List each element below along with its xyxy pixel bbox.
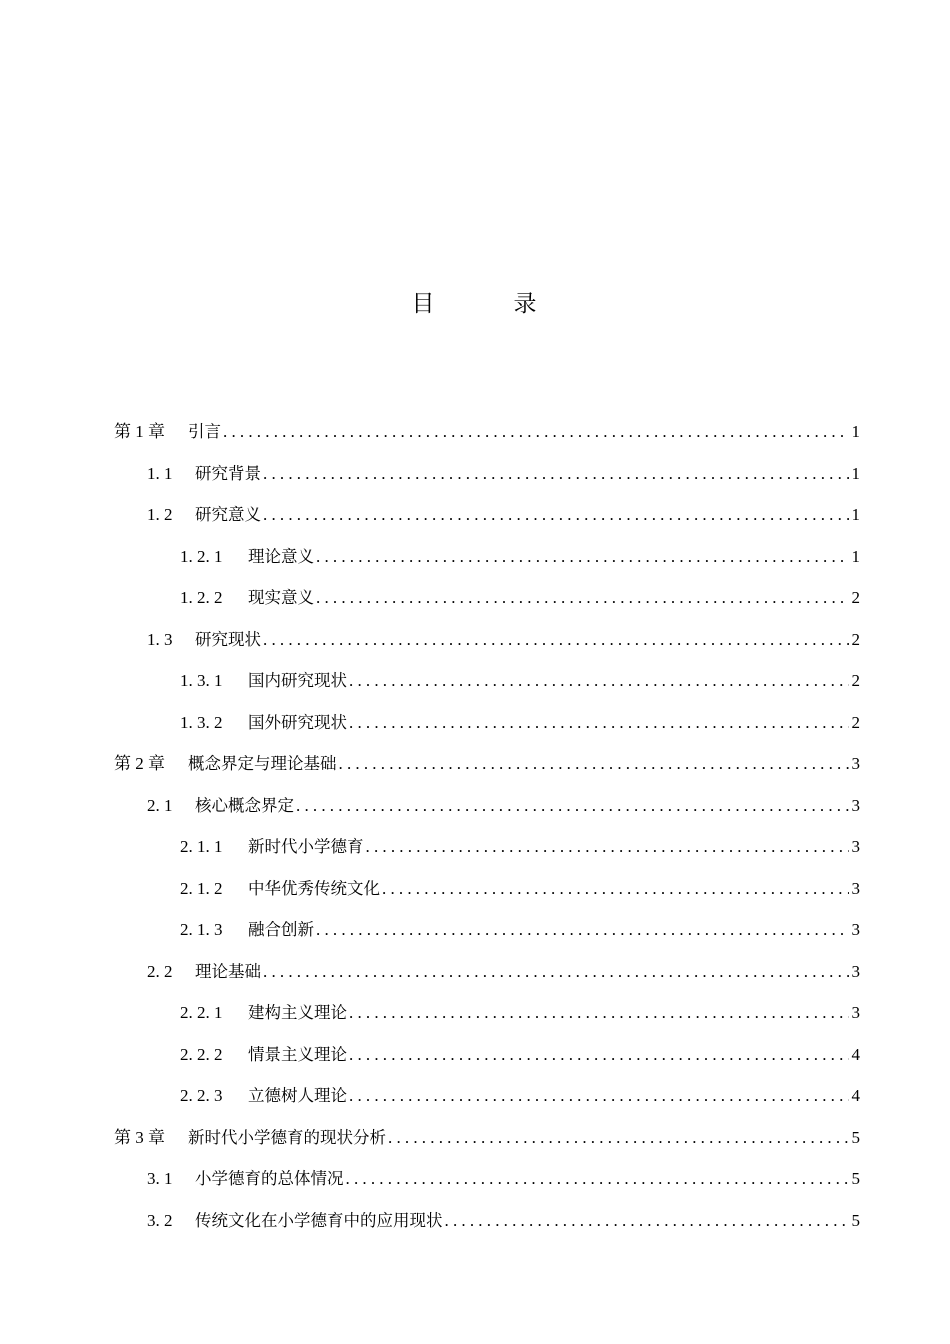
toc-dot-leader — [339, 750, 850, 778]
toc-entry-title: 小学德育的总体情况 — [195, 1169, 344, 1188]
toc-entry[interactable] — [147, 1207, 860, 1235]
toc-entry-title: 研究意义 — [195, 505, 261, 524]
toc-entry[interactable] — [147, 1165, 860, 1193]
toc-entry-number: 1. 1 — [147, 463, 173, 483]
toc-entry[interactable] — [180, 543, 860, 571]
toc-entry-page-number: 4 — [851, 1086, 860, 1105]
toc-dot-leader — [223, 418, 849, 446]
toc-entry-page-number: 2 — [851, 671, 860, 690]
toc-entry-page-number: 3 — [851, 795, 860, 815]
toc-dot-leader — [349, 667, 849, 695]
toc-entry[interactable] — [180, 999, 860, 1027]
toc-entry-number: 1. 3. 1 — [180, 671, 223, 690]
toc-entry[interactable] — [114, 1124, 860, 1152]
toc-entry-title: 传统文化在小学德育中的应用现状 — [195, 1210, 443, 1230]
toc-entry-title: 融合创新 — [248, 920, 314, 939]
toc-entry-page-number: 1 — [851, 505, 860, 524]
toc-entry-page-number: 5 — [851, 1210, 860, 1230]
toc-entry-title: 建构主义理论 — [248, 1003, 347, 1022]
toc-entry-number: 2. 1. 1 — [180, 837, 223, 856]
toc-entry-title: 理论基础 — [195, 961, 261, 981]
toc-entry[interactable] — [180, 1041, 860, 1069]
toc-entry[interactable] — [180, 1082, 860, 1110]
toc-dot-leader — [388, 1124, 849, 1152]
toc-entry-page-number: 3 — [851, 920, 860, 939]
toc-entry-title: 中华优秀传统文化 — [248, 878, 380, 898]
toc-entry[interactable] — [180, 875, 860, 903]
toc-dot-leader — [316, 543, 849, 571]
toc-entry-number: 1. 2 — [147, 505, 173, 524]
toc-entry-number: 2. 2. 2 — [180, 1044, 223, 1064]
toc-entry[interactable] — [180, 916, 860, 944]
toc-entry-number: 2. 2. 1 — [180, 1003, 223, 1022]
toc-entry-number: 3. 2 — [147, 1210, 173, 1230]
toc-entry-page-number: 2 — [851, 712, 860, 732]
toc-dot-leader — [263, 501, 849, 529]
toc-dot-leader — [445, 1207, 850, 1235]
toc-entry-title: 核心概念界定 — [195, 795, 294, 815]
toc-entry-title: 国外研究现状 — [248, 712, 347, 732]
toc-entry-page-number: 1 — [851, 463, 860, 483]
toc-entry[interactable] — [147, 501, 860, 529]
toc-entry-title: 现实意义 — [248, 588, 314, 607]
toc-entry[interactable] — [114, 750, 860, 778]
toc-entry-title: 立德树人理论 — [248, 1086, 347, 1105]
toc-dot-leader — [296, 792, 849, 820]
toc-dot-leader — [263, 958, 849, 986]
toc-entry-number: 第 3 章 — [114, 1127, 165, 1147]
toc-entry-title: 新时代小学德育的现状分析 — [188, 1127, 386, 1147]
toc-entry-title: 理论意义 — [248, 546, 314, 566]
toc-entry[interactable] — [147, 626, 860, 654]
toc-dot-leader — [316, 584, 849, 612]
toc-entry-number: 1. 2. 1 — [180, 546, 223, 566]
toc-entry-page-number: 3 — [851, 878, 860, 898]
toc-entry-page-number: 3 — [851, 837, 860, 856]
toc-entry-number: 第 1 章 — [114, 422, 165, 441]
toc-entry-number: 1. 3 — [147, 629, 173, 649]
toc-dot-leader — [349, 1041, 849, 1069]
toc-entry-number: 1. 3. 2 — [180, 712, 223, 732]
toc-entry-page-number: 1 — [851, 546, 860, 566]
toc-dot-leader — [349, 709, 849, 737]
toc-entry-page-number: 5 — [851, 1127, 860, 1147]
toc-entry-number: 第 2 章 — [114, 754, 165, 773]
toc-entry[interactable] — [180, 667, 860, 695]
toc-entry-number: 3. 1 — [147, 1169, 173, 1188]
toc-entry-title: 研究现状 — [195, 629, 261, 649]
toc-entry-page-number: 2 — [851, 588, 860, 607]
toc-dot-leader — [316, 916, 849, 944]
toc-entry-title: 引言 — [188, 422, 221, 441]
toc-entry[interactable] — [147, 958, 860, 986]
toc-entry-number: 2. 1 — [147, 795, 173, 815]
toc-entry-page-number: 1 — [851, 422, 860, 441]
toc-entry[interactable] — [147, 792, 860, 820]
toc-entry-page-number: 3 — [851, 961, 860, 981]
toc-entry-number: 2. 1. 3 — [180, 920, 223, 939]
toc-dot-leader — [349, 999, 849, 1027]
toc-entry[interactable] — [180, 709, 860, 737]
toc-entry-page-number: 2 — [851, 629, 860, 649]
toc-entry[interactable] — [180, 584, 860, 612]
toc-entry-page-number: 3 — [851, 754, 860, 773]
toc-entry-title: 情景主义理论 — [248, 1044, 347, 1064]
toc-dot-leader — [366, 833, 850, 861]
toc-dot-leader — [346, 1165, 850, 1193]
toc-entry-number: 2. 2 — [147, 961, 173, 981]
toc-entry-number: 1. 2. 2 — [180, 588, 223, 607]
toc-entry-page-number: 5 — [851, 1169, 860, 1188]
page-title: 目 录 — [411, 291, 565, 317]
toc-dot-leader — [263, 626, 849, 654]
toc-entry-title: 国内研究现状 — [248, 671, 347, 690]
toc-entry-number: 2. 2. 3 — [180, 1086, 223, 1105]
toc-entry-page-number: 4 — [851, 1044, 860, 1064]
toc-entry-page-number: 3 — [851, 1003, 860, 1022]
toc-entry-title: 新时代小学德育 — [248, 837, 364, 856]
toc-entry-title: 概念界定与理论基础 — [188, 754, 337, 773]
toc-entry-title: 研究背景 — [195, 463, 261, 483]
toc-entry[interactable] — [147, 460, 860, 488]
toc-entry[interactable] — [114, 418, 860, 446]
toc-entry-number: 2. 1. 2 — [180, 878, 223, 898]
toc-dot-leader — [349, 1082, 849, 1110]
toc-dot-leader — [263, 460, 849, 488]
toc-entry[interactable] — [180, 833, 860, 861]
toc-dot-leader — [382, 875, 849, 903]
